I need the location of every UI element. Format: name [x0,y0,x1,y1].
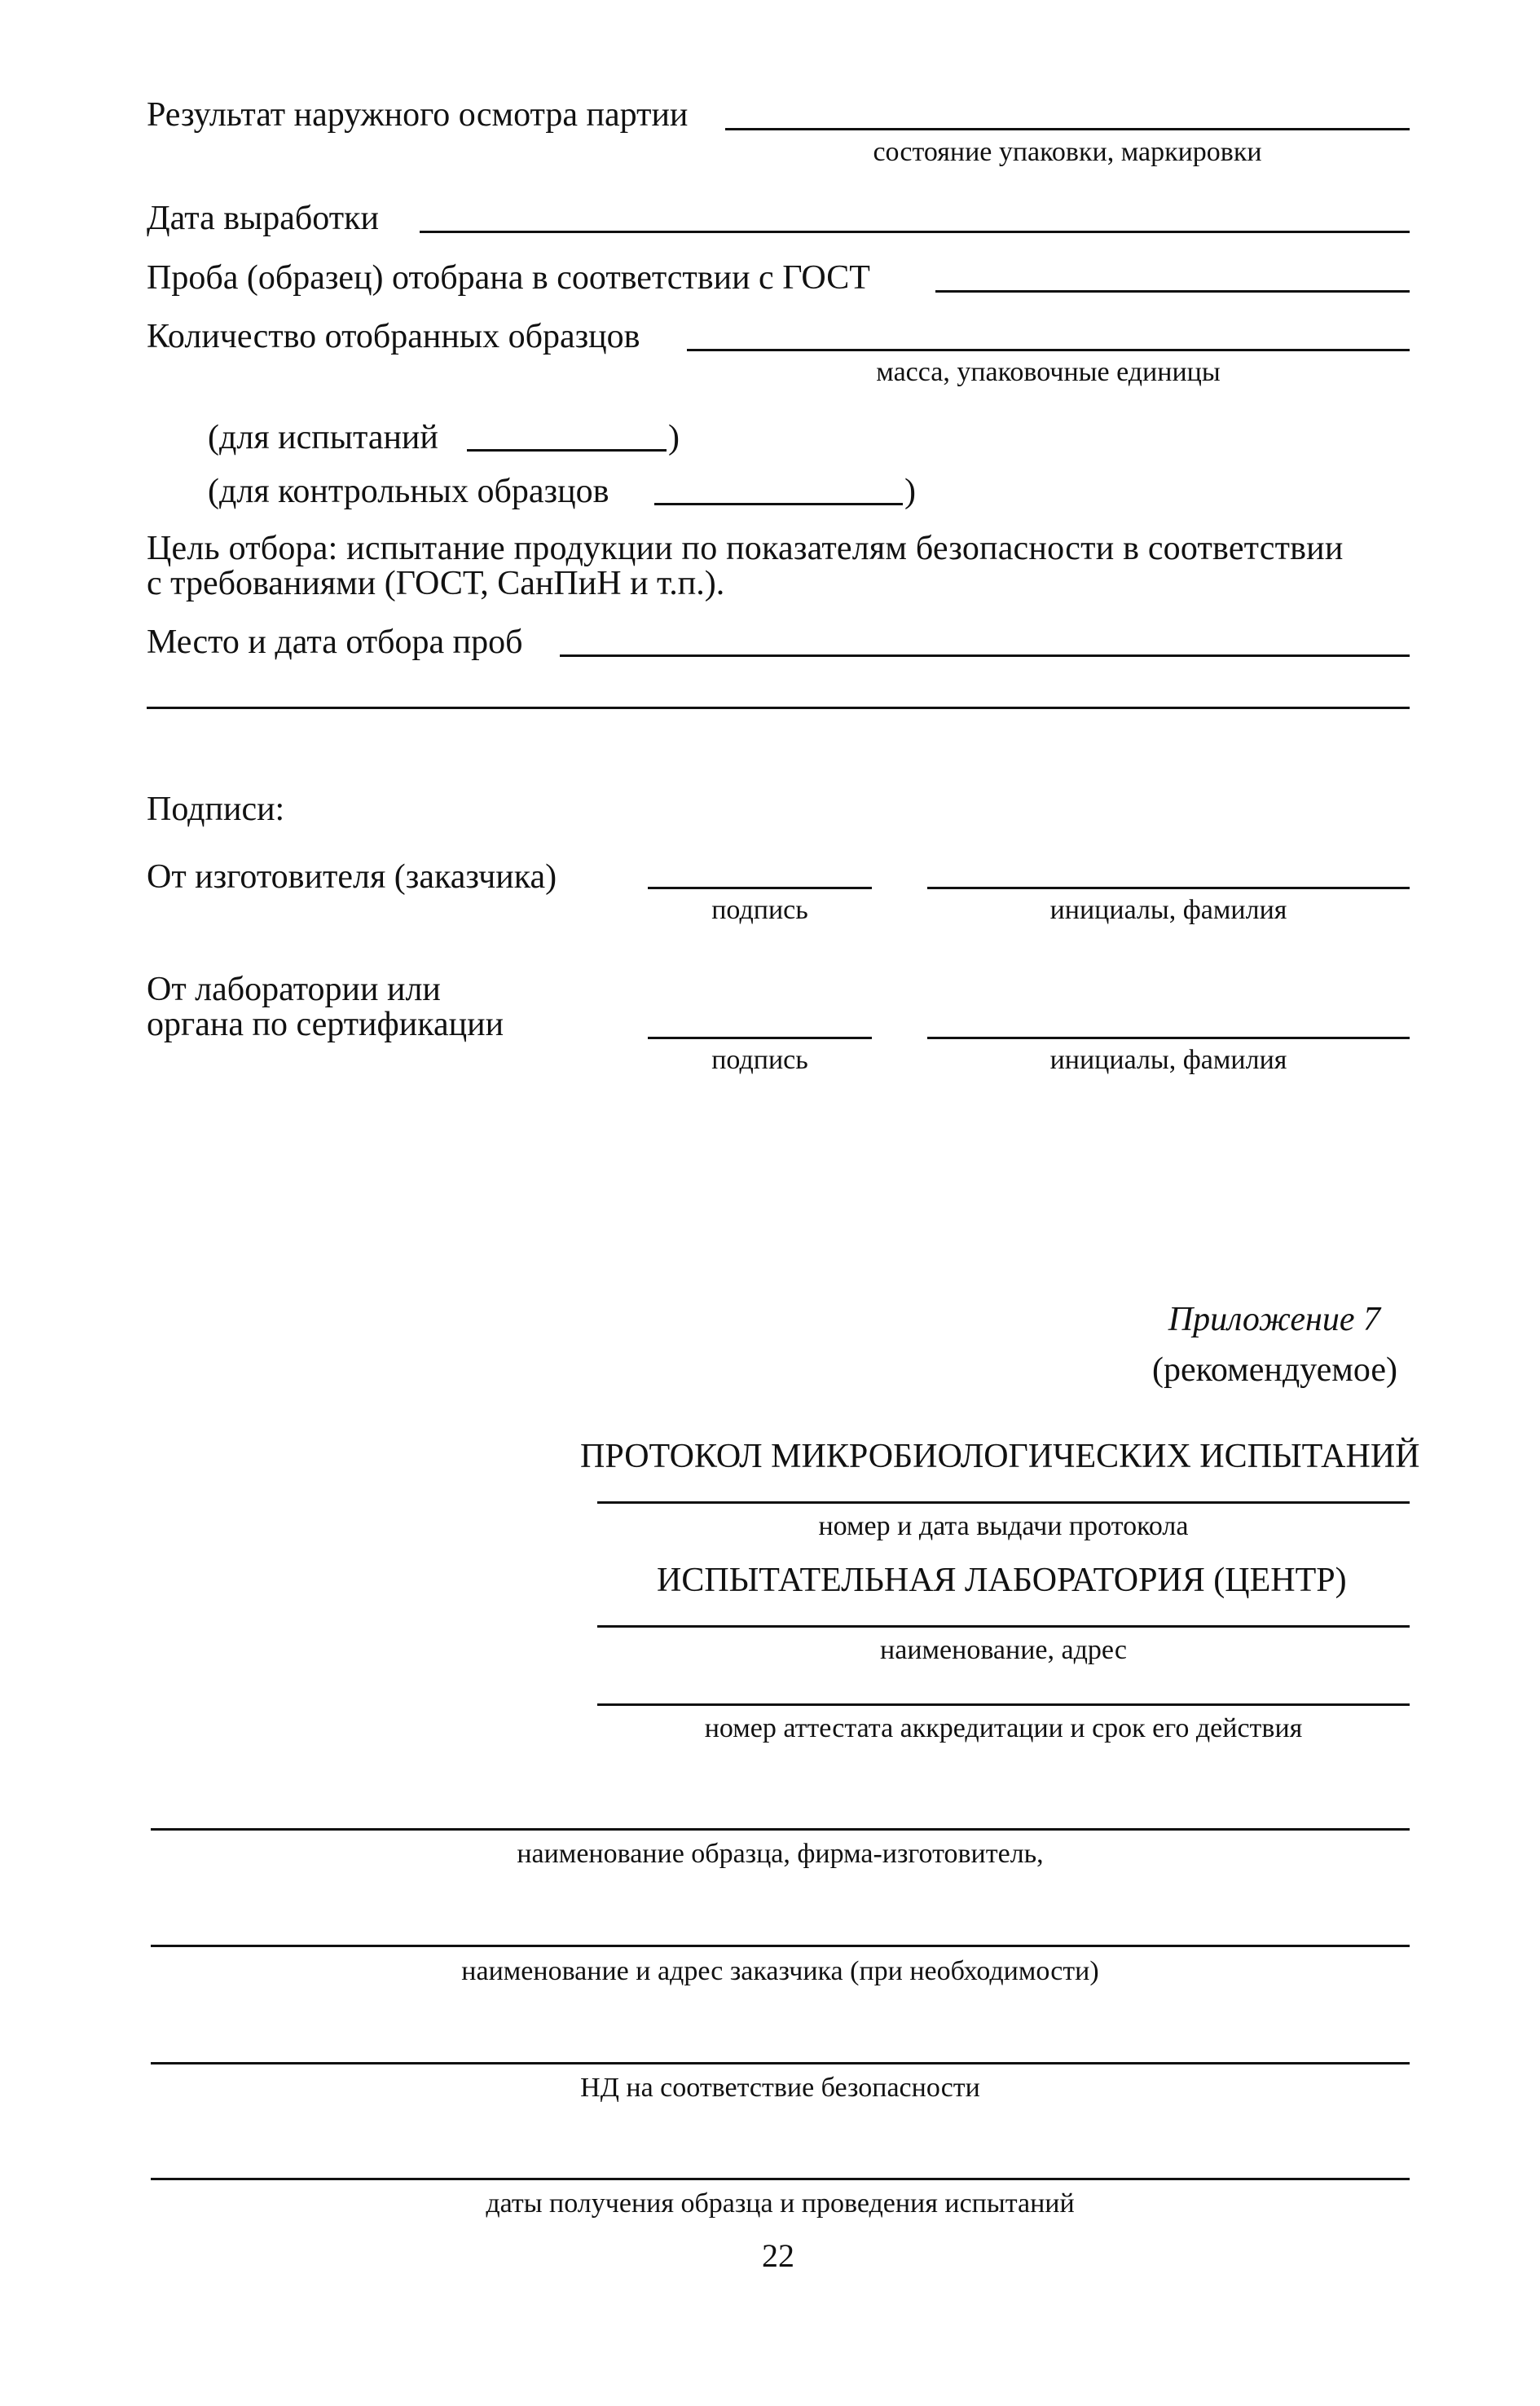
nd-caption: НД на соответствие безопасности [580,2073,980,2103]
for-control-label: (для контрольных образцов [208,473,609,510]
dates-caption: даты получения образца и проведения испытаний [486,2188,1075,2219]
lab-name-address-field[interactable] [597,1625,1410,1628]
customer-field[interactable] [151,1945,1410,1947]
samples-count-label: Количество отобранных образцов [147,318,640,355]
manufacturer-name-field[interactable] [927,887,1410,889]
samples-count-field[interactable] [687,349,1410,351]
lab-name-field[interactable] [927,1037,1410,1039]
protocol-title: ПРОТОКОЛ МИКРОБИОЛОГИЧЕСКИХ ИСПЫТАНИЙ [580,1438,1420,1475]
lab-signature-caption: подпись [711,1045,808,1075]
purpose-line-1: Цель отбора: испытание продукции по показателям безопасности в соответствии [147,530,1344,567]
place-date-field[interactable] [560,654,1410,657]
inspection-field[interactable] [725,128,1410,130]
protocol-number-field[interactable] [597,1501,1410,1504]
accreditation-field[interactable] [597,1703,1410,1706]
sample-gost-label: Проба (образец) отобрана в соответствии с ГОСТ [147,259,870,297]
lab-signature-field[interactable] [648,1037,872,1039]
manufacturer-signature-field[interactable] [648,887,872,889]
signatures-title: Подписи: [147,791,285,828]
protocol-number-caption: номер и дата выдачи протокола [818,1511,1189,1541]
sample-gost-field[interactable] [935,290,1410,293]
manufacturer-signature-caption: подпись [711,895,808,925]
production-date-field[interactable] [420,231,1410,233]
inspection-caption: состояние упаковки, маркировки [873,137,1262,167]
for-tests-label: (для испытаний [208,419,438,456]
place-date-label: Место и дата отбора проб [147,624,523,661]
dates-field[interactable] [151,2178,1410,2180]
purpose-line-2: с требованиями (ГОСТ, СанПиН и т.п.). [147,565,725,602]
lab-label-line-1: От лаборатории или [147,971,441,1008]
accreditation-caption: номер аттестата аккредитации и срок его действия [704,1713,1303,1743]
appendix-title: Приложение 7 [1168,1301,1380,1338]
inspection-label: Результат наружного осмотра партии [147,96,689,134]
sample-caption: наименование образца, фирма-изготовитель, [517,1839,1044,1869]
manufacturer-name-caption: инициалы, фамилия [1049,895,1287,925]
for-control-close: ) [904,473,916,510]
sample-field[interactable] [151,1828,1410,1831]
for-tests-field[interactable] [467,449,667,452]
nd-field[interactable] [151,2062,1410,2064]
place-date-field-line-2[interactable] [147,707,1410,709]
manufacturer-label: От изготовителя (заказчика) [147,858,557,896]
lab-title: ИСПЫТАТЕЛЬНАЯ ЛАБОРАТОРИЯ (ЦЕНТР) [657,1562,1347,1599]
production-date-label: Дата выработки [147,200,379,237]
appendix-subtitle: (рекомендуемое) [1152,1351,1397,1389]
for-tests-close: ) [668,419,680,456]
page-number: 22 [762,2237,794,2274]
samples-count-caption: масса, упаковочные единицы [876,357,1221,387]
lab-name-address-caption: наименование, адрес [880,1635,1127,1665]
customer-caption: наименование и адрес заказчика (при необходимости) [461,1956,1099,1986]
lab-label-line-2: органа по сертификации [147,1006,504,1043]
lab-name-caption: инициалы, фамилия [1049,1045,1287,1075]
for-control-field[interactable] [654,503,903,505]
